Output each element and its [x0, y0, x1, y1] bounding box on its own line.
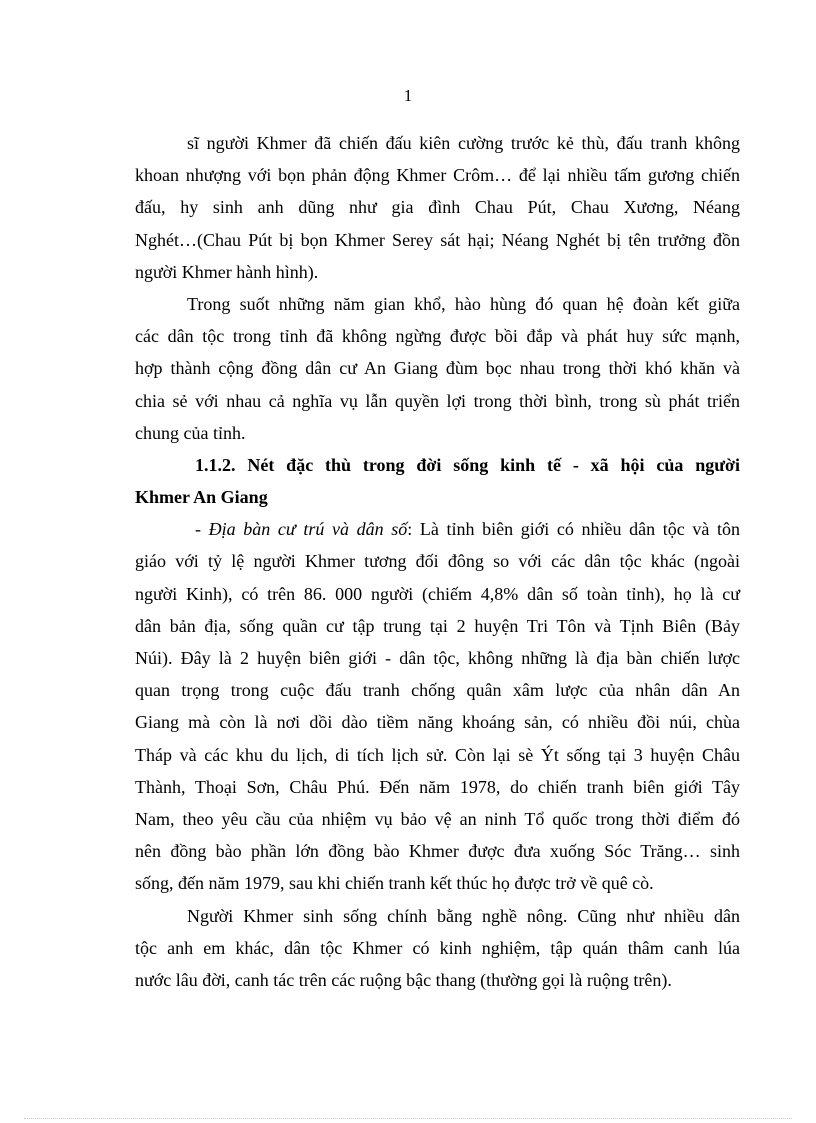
text-line: Thành, Thoại Sơn, Châu Phú. Đến năm 1978, do chiến tranh biên giới Tây	[135, 776, 740, 797]
text-line: nước lâu đời, canh tác trên các ruộng bậc thang (thường gọi là ruộng trên).	[135, 969, 672, 990]
text-line: chia sẻ với nhau cả nghĩa vụ lẫn quyền lợi trong thời bình, trong sù phát triển	[135, 390, 740, 411]
text-line: các dân tộc trong tỉnh đã không ngừng được bồi đắp và phát huy sức mạnh,	[135, 326, 740, 347]
text-line: hợp thành cộng đồng dân cư An Giang đùm bọc nhau trong thời khó khăn và	[135, 358, 740, 379]
page-bottom-border	[24, 1118, 792, 1119]
text-line: nên đồng bào phần lớn đồng bào Khmer được đưa xuống Sóc Trăng… sinh	[135, 841, 740, 862]
text-line: giáo với tỷ lệ người Khmer tương đối đông so với các dân tộc khác (ngoài	[135, 551, 740, 572]
text-line: quan trọng trong cuộc đấu tranh chống quân xâm lược của nhân dân An	[135, 680, 740, 701]
text-line: người Khmer hành hình).	[135, 261, 319, 282]
text-line: khoan nhượng với bọn phản động Khmer Crôm… để lại nhiều tấm gương chiến	[135, 165, 740, 186]
text-line: đấu, hy sinh anh dũng như gia đình Chau Pút, Chau Xương, Néang	[135, 197, 740, 218]
italic-heading: Địa bàn cư trú và dân số	[208, 519, 408, 540]
text-line: dân bản địa, sống quần cư tập trung tại 2 huyện Tri Tôn và Tịnh Biên (Bảy	[135, 615, 740, 636]
text-line: Trong suốt những năm gian khổ, hào hùng đó quan hệ đoàn kết giữa	[187, 293, 740, 314]
text-line: Nam, theo yêu cầu của nhiệm vụ bảo vệ an ninh Tổ quốc trong thời điểm đó	[135, 808, 740, 829]
text-line: chung của tỉnh.	[135, 422, 246, 443]
text-line: Tháp và các khu du lịch, di tích lịch sử. Còn lại sè Ýt sống tại 3 huyện Châu	[135, 744, 740, 765]
line-continuation: : Là tỉnh biên giới có nhiều dân tộc và tôn	[407, 519, 741, 540]
text-line: tộc anh em khác, dân tộc Khmer có kinh nghiệm, tập quán thâm canh lúa	[135, 937, 740, 958]
page-number: 1	[403, 86, 413, 105]
text-line: Giang mà còn là nơi dồi dào tiềm năng khoáng sản, có nhiều đồi núi, chùa	[135, 712, 740, 733]
text-line: sĩ người Khmer đã chiến đấu kiên cường trước kẻ thù, đấu tranh không	[187, 133, 740, 153]
text-line: Khmer An Giang	[135, 487, 268, 508]
bullet-prefix: -	[195, 519, 209, 540]
text-line: 1.1.2. Nét đặc thù trong đời sống kinh tế - xã hội của người	[195, 454, 740, 475]
text-line	[135, 513, 740, 545]
text-line: Núi). Đây là 2 huyện biên giới - dân tộc, không những là địa bàn chiến lược	[135, 648, 740, 668]
text-line: Người Khmer sinh sống chính bằng nghề nông. Cũng như nhiều dân	[187, 905, 740, 926]
text-line: người Kinh), có trên 86. 000 người (chiếm 4,8% dân số toàn tỉnh), họ là cư	[135, 583, 740, 604]
document-body	[135, 127, 740, 996]
text-line: sống, đến năm 1979, sau khi chiến tranh kết thúc họ được trở về quê cò.	[135, 873, 654, 894]
text-line: Nghét…(Chau Pút bị bọn Khmer Serey sát hại; Néang Nghét bị tên trưởng đồn	[135, 229, 740, 250]
